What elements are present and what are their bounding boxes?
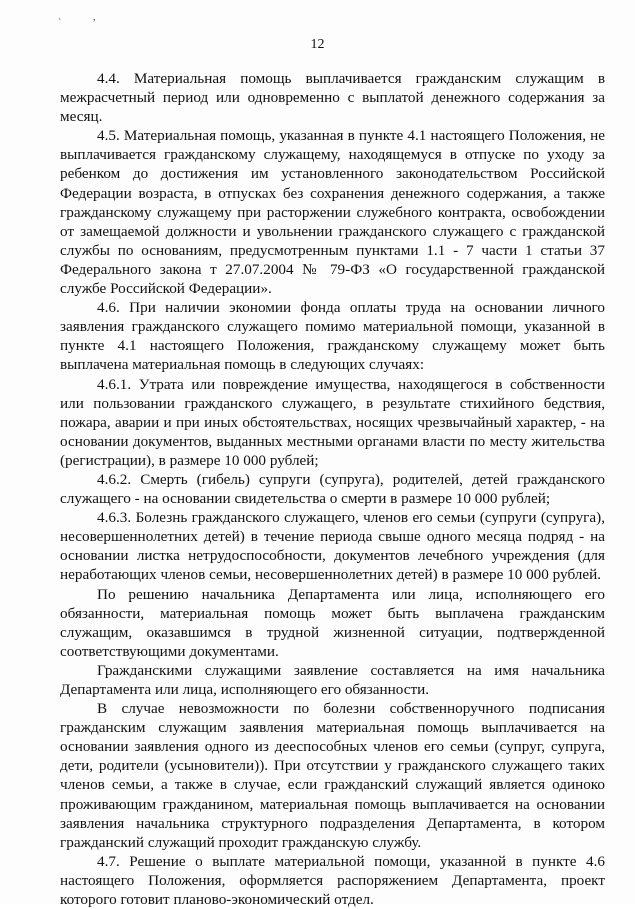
scan-speck-mark: , [93,12,96,23]
paragraph-4-5: 4.5. Материальная помощь, указанная в пункте 4.1 настоящего Положения, не выплачивается гражданскому служащему, находящемуся в отпуске по уходу за ребенком до достижения им установленного законодательством Российской Федерации возраста, в отпусках без сохранения денежного содержания, а также гражданскому служащему при расторжении служебного контракта, освобождении от замещаемой должности и увольнении гражданского служащего с гражданской службы по основаниям, предусмотренным пунктами 1.1 - 7 части 1 статьи 37 Федерального закона т 27.07.2004 № 79-ФЗ «О государственной гражданской службе Российской Федерации». [60,127,605,298]
page-number: 12 [310,37,325,52]
paragraph-4-7: 4.7. Решение о выплате материальной помощи, указанной в пункте 4.6 настоящего Положения, оформляется распоряжением Департамента, проект которого готовит планово-экономический отдел. [60,852,605,909]
paragraph-4-4: 4.4. Материальная помощь выплачивается гражданским служащим в межрасчетный период или одновременно с выплатой денежного содержания за месяц. [60,70,605,126]
paragraph-illness-case: В случае невозможности по болезни собственноручного подписания гражданским служащим заявления материальная помощь выплачивается на основании заявления одного из дееспособных членов его семьи (супруг, супруга, дети, родители (усыновители)). При отсутствии у гражданского служащего таких членов семьи, а также в случае, если гражданский служащий является одиноко проживающим гражданином, материальная помощь выплачивается на основании заявления начальника структурного подразделения Департамента, в котором гражданский служащий проходит гражданскую службу. [60,700,605,851]
paragraph-4-6: 4.6. При наличии экономии фонда оплаты труда на основании личного заявления гражданского служащего помимо материальной помощи, указанной в пункте 4.1 настоящего Положения, гражданскому служащему может быть выплачена материальная помощь в следующих случаях: [60,299,605,374]
document-body [60,69,605,909]
scan-speck-mark: ` [58,18,62,29]
paragraph-4-6-2: 4.6.2. Смерть (гибель) супруги (супруга), родителей, детей гражданского служащего - на основании свидетельства о смерти в размере 10 000 рублей; [60,470,605,508]
paragraph-application-addressee: Гражданскими служащими заявление составляется на имя начальника Департамента или лица, исполняющего его обязанности. [60,661,605,698]
paragraph-4-6-1: 4.6.1. Утрата или повреждение имущества, находящегося в собственности или пользовании гражданского служащего, в результате стихийного бедствия, пожара, аварии и при иных обстоятельствах, носящих чрезвычайный характер, - на основании документов, выданных местными органами власти по месту жительства (регистрации), в размере 10 000 рублей; [60,375,605,469]
paragraph-4-6-3: 4.6.3. Болезнь гражданского служащего, членов его семьи (супруги (супруга), несовершеннолетних детей) в течение периода свыше одного месяца подряд - на основании листка нетрудоспособности, документов лечебного учреждения (для неработающих членов семьи, несовершеннолетних детей) в размере 10 000 рублей. [60,509,605,584]
paragraph-head-decision: По решению начальника Департамента или лица, исполняющего его обязанности, материальная помощь может быть выплачена гражданским служащим, оказавшимся в трудной жизненной ситуации, подтвержденной соответствующими документами. [60,585,605,660]
